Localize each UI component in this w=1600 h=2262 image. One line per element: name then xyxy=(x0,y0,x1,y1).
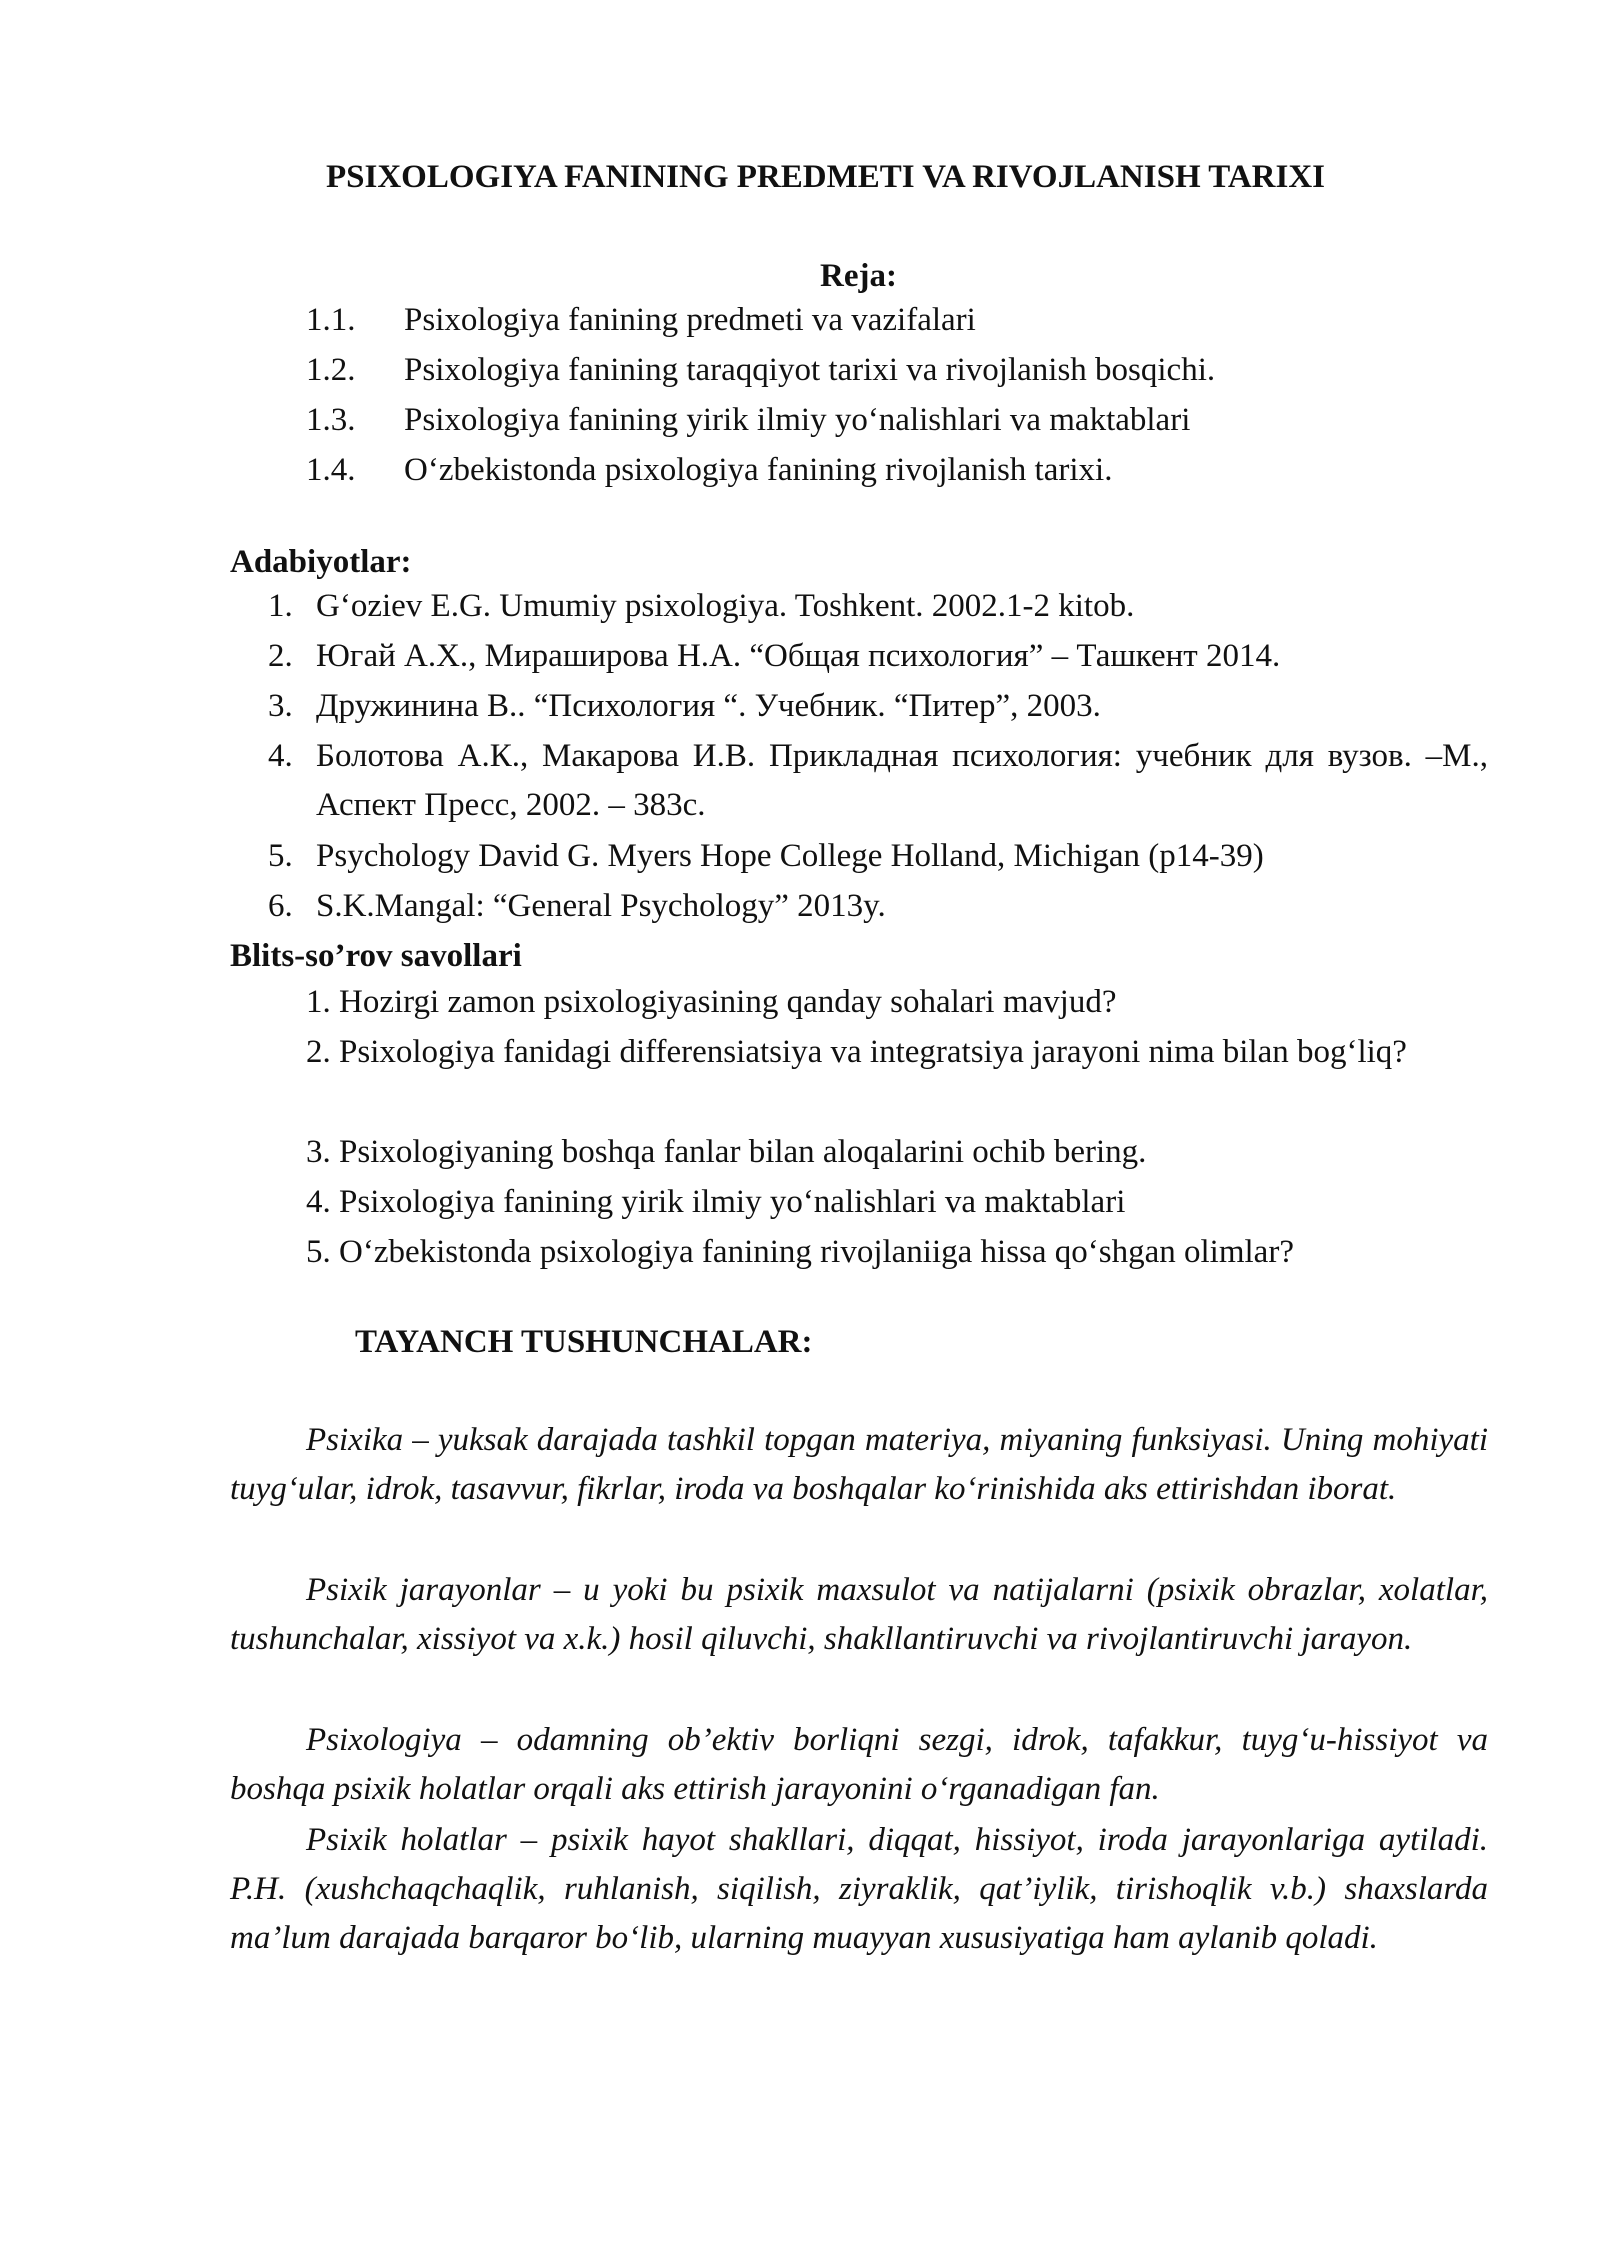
definition-paragraph: Psixika – yuksak darajada tashkil topgan materiya, miyaning funksiyasi. Uning mohiyati tuyg‘ular, idrok, tasavvur, fikrlar, iroda va boshqalar ko‘rinishida aks ettirishdan iborat. xyxy=(230,1422,1488,1507)
literature-text: Psychology David G. Myers Hope College Holland, Michigan (p14-39) xyxy=(316,838,1264,874)
plan-item-text: O‘zbekistonda psixologiya fanining rivojlanish tarixi. xyxy=(404,452,1113,488)
plan-item-number: 1.3. xyxy=(306,402,356,438)
literature-text: S.K.Mangal: “General Psychology” 2013y. xyxy=(316,888,886,924)
literature-text: Дружинина В.. “Психология “. Учебник. “Питер”, 2003. xyxy=(316,688,1101,724)
literature-item xyxy=(268,882,1488,931)
literature-number: 4. xyxy=(268,738,293,774)
question-item: 5. O‘zbekistonda psixologiya fanining rivojlaniiga hissa qo‘shgan olimlar? xyxy=(306,1234,1294,1270)
literature-number: 5. xyxy=(268,838,293,874)
blits-heading: Blits-so’rov savollari xyxy=(230,938,522,974)
plan-item-text: Psixologiya fanining yirik ilmiy yo‘nalishlari va maktablari xyxy=(404,402,1191,438)
plan-item-number: 1.4. xyxy=(306,452,356,488)
question-item: 3. Psixologiyaning boshqa fanlar bilan aloqalarini ochib bering. xyxy=(306,1134,1147,1170)
question-item: 2. Psixologiya fanidagi differensiatsiya va integratsiya jarayoni nima bilan bog‘liq? xyxy=(306,1034,1407,1070)
adabiyotlar-heading: Adabiyotlar: xyxy=(230,544,412,580)
literature-number: 3. xyxy=(268,688,293,724)
plan-item-number: 1.1. xyxy=(306,302,356,338)
plan-item-number: 1.2. xyxy=(306,352,356,388)
literature-item xyxy=(268,732,1488,830)
plan-item xyxy=(306,446,1112,495)
literature-item xyxy=(268,832,1488,881)
literature-number: 6. xyxy=(268,888,293,924)
question-item: 1. Hozirgi zamon psixologiyasining qanday sohalari mavjud? xyxy=(306,984,1117,1020)
question-item: 4. Psixologiya fanining yirik ilmiy yo‘nalishlari va maktablari xyxy=(306,1184,1126,1220)
definition-paragraph: Psixik jarayonlar – u yoki bu psixik maxsulot va natijalarni (psixik obrazlar, xolatlar, tushunchalar, xissiyot va x.k.) hosil qiluvchi, shakllantiruvchi va rivojlantiruvchi jarayon. xyxy=(230,1572,1488,1657)
plan-item xyxy=(306,296,976,345)
literature-text: Югай А.Х., Мираширова Н.А. “Общая психология” – Ташкент 2014. xyxy=(316,638,1281,674)
literature-number: 1. xyxy=(268,588,293,624)
plan-item-text: Psixologiya fanining predmeti va vazifalari xyxy=(404,302,976,338)
literature-item xyxy=(268,682,1488,731)
literature-item xyxy=(268,582,1488,631)
plan-item-text: Psixologiya fanining taraqqiyot tarixi va rivojlanish bosqichi. xyxy=(404,352,1216,388)
literature-number: 2. xyxy=(268,638,293,674)
definition-paragraph: Psixik holatlar – psixik hayot shakllari, diqqat, hissiyot, iroda jarayonlariga aytiladi. P.H. (xushchaqchaqlik, ruhlanish, siqilish, ziyraklik, qat’iylik, tirishoqlik v.b.) shaxslarda ma’lum darajada barqaror bo‘lib, ularning muayyan xususiyatiga ham aylanib qoladi. xyxy=(230,1822,1488,1956)
literature-item xyxy=(268,632,1488,681)
tayanch-heading: TAYANCH TUSHUNCHALAR: xyxy=(355,1324,813,1360)
reja-heading: Reja: xyxy=(820,258,897,294)
literature-text: Болотова А.К., Макарова И.В. Прикладная психология: учебник для вузов. –М., Аспект Пресс, 2002. – 383с. xyxy=(316,738,1488,823)
literature-text: G‘oziev E.G. Umumiy psixologiya. Toshkent. 2002.1-2 kitob. xyxy=(316,588,1135,624)
plan-item xyxy=(306,346,1215,395)
document-title: PSIXOLOGIYA FANINING PREDMETI VA RIVOJLANISH TARIXI xyxy=(326,159,1326,195)
plan-item xyxy=(306,396,1190,445)
definition-paragraph: Psixologiya – odamning ob’ektiv borliqni sezgi, idrok, tafakkur, tuyg‘u-hissiyot va boshqa psixik holatlar orqali aks ettirish jarayonini o‘rganadigan fan. xyxy=(230,1722,1488,1807)
